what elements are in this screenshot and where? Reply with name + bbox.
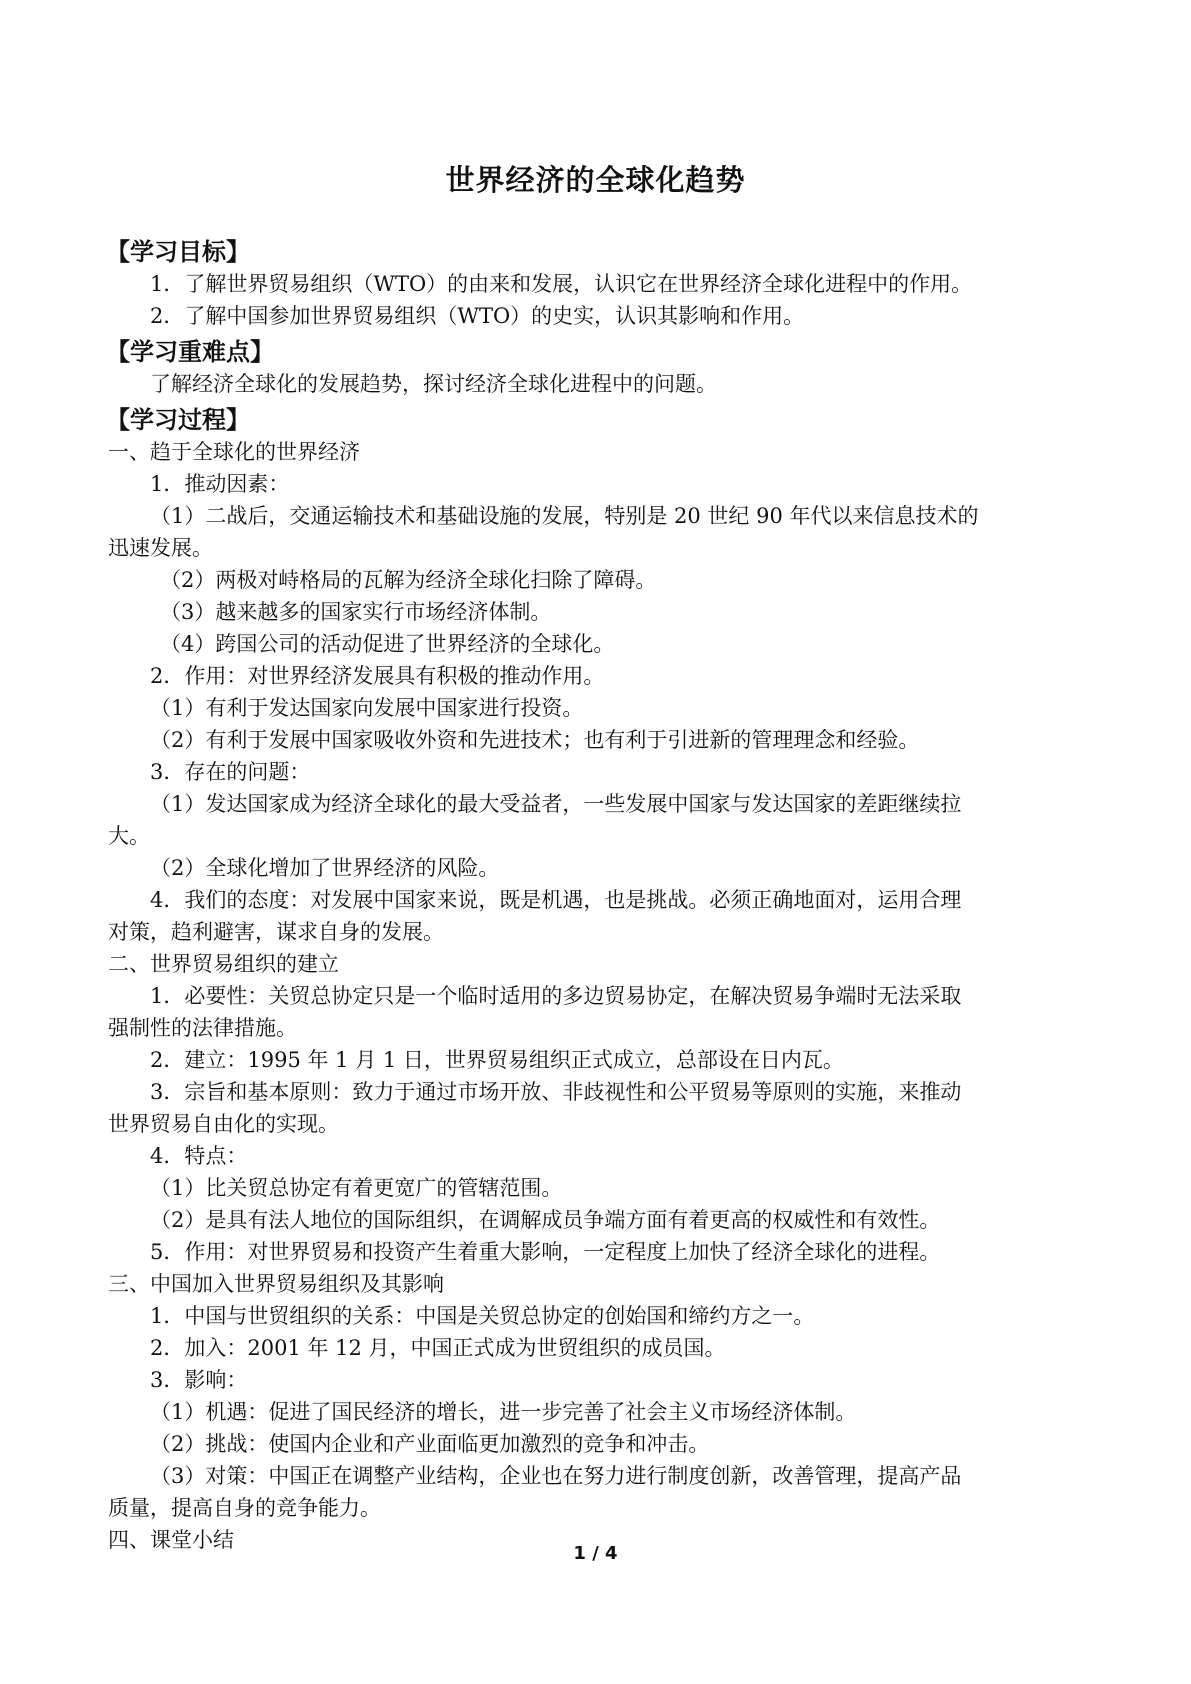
paragraph-line: 1．必要性：关贸总协定只是一个临时适用的多边贸易协定，在解决贸易争端时无法采取 — [150, 984, 962, 1008]
paragraph-line: 世界贸易自由化的实现。 — [108, 1112, 339, 1136]
paragraph-line: 4．特点： — [150, 1144, 248, 1168]
paragraph-line: 1．中国与世贸组织的关系：中国是关贸总协定的创始国和缔约方之一。 — [150, 1304, 815, 1328]
paragraph-line: （1）有利于发达国家向发展中国家进行投资。 — [150, 696, 584, 720]
paragraph-line: 3．宗旨和基本原则：致力于通过市场开放、非歧视性和公平贸易等原则的实施，来推动 — [150, 1080, 962, 1104]
paragraph-line: 质量，提高自身的竞争能力。 — [108, 1496, 381, 1520]
paragraph-line: （2）有利于发展中国家吸收外资和先进技术；也有利于引进新的管理理念和经验。 — [150, 728, 920, 752]
paragraph-line: （3）对策：中国正在调整产业结构，企业也在努力进行制度创新，改善管理，提高产品 — [150, 1464, 962, 1488]
key-points-text: 了解经济全球化的发展趋势，探讨经济全球化进程中的问题。 — [150, 372, 717, 396]
section-title: 三、中国加入世界贸易组织及其影响 — [108, 1272, 444, 1296]
section-title: 二、世界贸易组织的建立 — [108, 952, 339, 976]
goals-heading: 【学习目标】 — [106, 238, 250, 266]
paragraph-line: （2）挑战：使国内企业和产业面临更加激烈的竞争和冲击。 — [150, 1432, 710, 1456]
paragraph-line: 迅速发展。 — [108, 536, 213, 560]
paragraph-line: 5．作用：对世界贸易和投资产生着重大影响，一定程度上加快了经济全球化的进程。 — [150, 1240, 941, 1264]
key-points-heading: 【学习重难点】 — [106, 338, 274, 366]
page-title: 世界经济的全球化趋势 — [445, 163, 746, 197]
paragraph-line: （2）是具有法人地位的国际组织，在调解成员争端方面有着更高的权威性和有效性。 — [150, 1208, 941, 1232]
page-number: 1 / 4 — [573, 1543, 618, 1564]
paragraph-line: 对策，趋利避害，谋求自身的发展。 — [108, 920, 444, 944]
paragraph-line: 3．影响： — [150, 1368, 248, 1392]
document-body — [108, 236, 1088, 1556]
paragraph-line: 3．存在的问题： — [150, 760, 311, 784]
paragraph-line: （2）全球化增加了世界经济的风险。 — [150, 856, 500, 880]
paragraph-line: （4）跨国公司的活动促进了世界经济的全球化。 — [160, 632, 615, 656]
paragraph-line: （2）两极对峙格局的瓦解为经济全球化扫除了障碍。 — [160, 568, 657, 592]
paragraph-line: （1）发达国家成为经济全球化的最大受益者，一些发展中国家与发达国家的差距继续拉 — [150, 792, 962, 816]
paragraph-line: （1）机遇：促进了国民经济的增长，进一步完善了社会主义市场经济体制。 — [150, 1400, 857, 1424]
paragraph-line: （1）比关贸总协定有着更宽广的管辖范围。 — [150, 1176, 563, 1200]
paragraph-line: （1）二战后，交通运输技术和基础设施的发展，特别是 20 世纪 90 年代以来信息技术的 — [150, 504, 979, 528]
paragraph-line: 2．加入：2001 年 12 月，中国正式成为世贸组织的成员国。 — [150, 1336, 726, 1360]
paragraph-line: 2．作用：对世界经济发展具有积极的推动作用。 — [150, 664, 605, 688]
section-title: 四、课堂小结 — [108, 1528, 234, 1552]
paragraph-line: （3）越来越多的国家实行市场经济体制。 — [160, 600, 552, 624]
paragraph-line: 大。 — [108, 824, 150, 848]
paragraph-line: 2．建立：1995 年 1 月 1 日，世界贸易组织正式成立，总部设在日内瓦。 — [150, 1048, 844, 1072]
goal-item: 2．了解中国参加世界贸易组织（WTO）的史实，认识其影响和作用。 — [150, 304, 805, 328]
paragraph-line: 4．我们的态度：对发展中国家来说，既是机遇，也是挑战。必须正确地面对，运用合理 — [150, 888, 962, 912]
paragraph-line: 1．推动因素： — [150, 472, 290, 496]
paragraph-line: 强制性的法律措施。 — [108, 1016, 297, 1040]
section-title: 一、趋于全球化的世界经济 — [108, 440, 360, 464]
process-heading: 【学习过程】 — [106, 406, 250, 434]
goal-item: 1．了解世界贸易组织（WTO）的由来和发展，认识它在世界经济全球化进程中的作用。 — [150, 272, 973, 296]
